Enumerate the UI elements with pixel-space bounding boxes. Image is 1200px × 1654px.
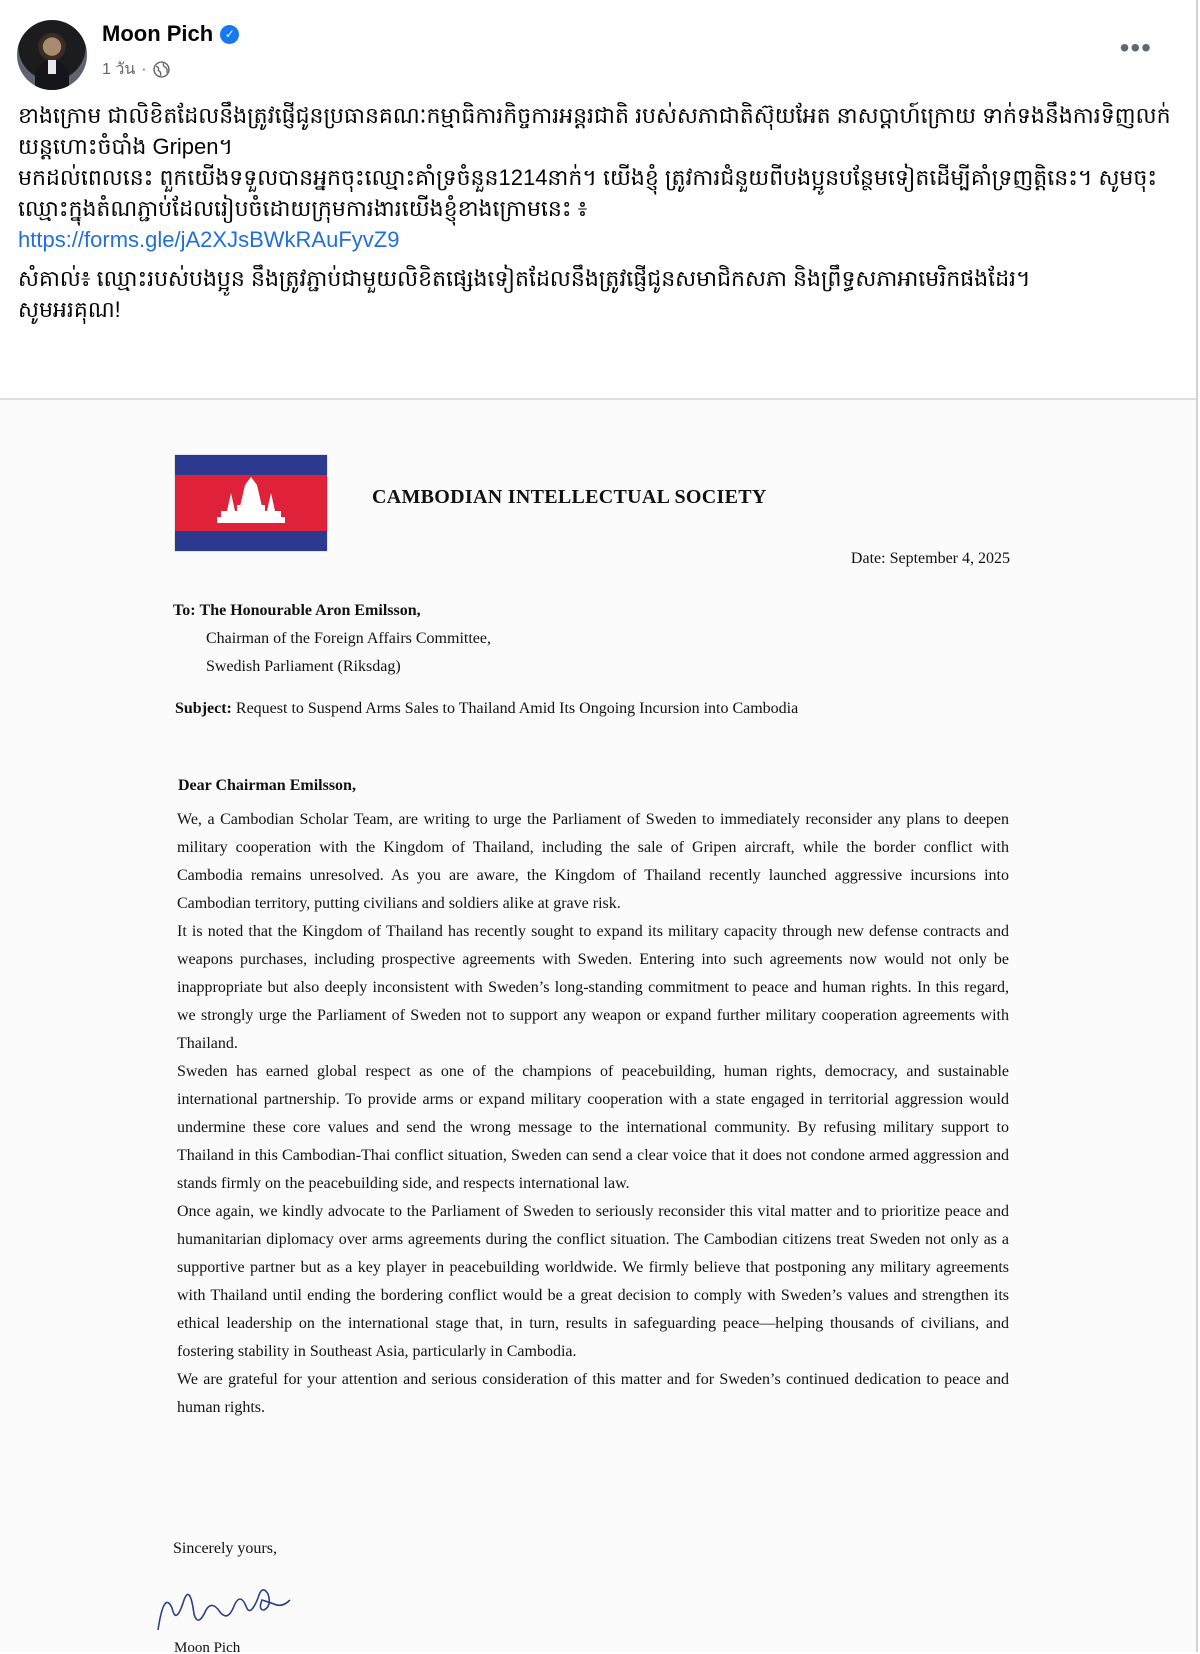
recipient-name: The Honourable Aron Emilsson, [199,602,421,619]
more-options-icon[interactable]: ••• [1119,32,1152,63]
meta-separator: · [141,60,147,78]
subject-line [175,700,798,718]
author-avatar[interactable] [17,20,87,90]
recipient-org: Swedish Parliament (Riksdag) [206,658,401,675]
subject-text: Request to Suspend Arms Sales to Thailand Amid Its Ongoing Incursion into Cambodia [235,700,799,717]
post-note: សំគាល់៖ ឈ្មោះរបស់បងប្អូន នឹងត្រូវភ្ជាប់ជាមួយលិខិតផ្សេងទៀតដែលនឹងត្រូវផ្ញើជូនសមាជិកសភា និងព្រឹទ្ធសភាអាមេរិកផងដែរ។ [18,266,1031,291]
letter-paragraph: We, a Cambodian Scholar Team, are writing to urge the Parliament of Sweden to immediately reconsider any plans to deepen military cooperation with the Kingdom of Thailand, including the sale of Gripen aircraft, while the border conflict with Cambodia remains unresolved. As you are aware, the Kingdom of Thailand recently launched aggressive incursions into Cambodian territory, putting civilians and soldiers alike at grave risk. [177,811,1009,912]
salutation: Dear Chairman Emilsson, [178,777,356,794]
recipient-block [173,597,491,681]
letter-date: Date: September 4, 2025 [850,550,1010,567]
to-label: To: [173,602,196,619]
post-header [0,0,1196,98]
recipient-title: Chairman of the Foreign Affairs Committee, [206,630,491,647]
post-paragraph-1: ខាងក្រោម ជាលិខិតដែលនឹងត្រូវផ្ញើជូនប្រធានគណៈកម្មាធិការកិច្ចការអន្តរជាតិ របស់សភាជាតិស៊ុយអែត នាសប្តាហ៍ក្រោយ ទាក់ទងនឹងការទិញលក់យន្តហោះចំបាំង Gripen។ [18,103,1171,159]
cambodia-flag [175,455,327,551]
closing: Sincerely yours, [173,1540,277,1557]
post-thanks: សូមអរគុណ! [18,297,121,322]
society-name: CAMBODIAN INTELLECTUAL SOCIETY [372,486,767,508]
post-paragraph-2: មកដល់ពេលនេះ ពួកយើងទទួលបានអ្នកចុះឈ្មោះគាំទ្រចំនួន1214នាក់។ យើងខ្ញុំ ត្រូវការជំនួយពីបងប្អូនបន្ថែមទៀតដើម្បីគាំទ្រញត្តិនេះ។ សូមចុះឈ្មោះក្នុងតំណភ្ជាប់ដែលរៀបចំដោយក្រុមការងារយើងខ្ញុំខាងក្រោមនេះ ៖ [18,165,1158,221]
letter-body [177,806,1009,1422]
author-row [102,21,239,47]
globe-icon[interactable] [153,61,170,78]
post-message [18,100,1178,325]
subject-label: Subject: [175,700,232,717]
author-name[interactable]: Moon Pich [102,21,214,46]
signature [150,1570,310,1640]
post-meta [102,57,170,82]
letter-paragraph: Once again, we kindly advocate to the Parliament of Sweden to seriously reconsider this vital matter and to prioritize peace and humanitarian diplomacy over arms agreements during the conflict situation. The Cambodian citizens treat Sweden not only as a supportive partner but as a key player in peacebuilding worldwide. We firmly believe that postponing any military agreements with Thailand until ending the bordering conflict would be a great decision to comply with Sweden’s values and strengthen its ethical leadership on the international stage that, in turn, results in safeguarding peace—helping thousands of civilians, and fostering stability in Southeast Asia, particularly in Cambodia. [177,1203,1009,1360]
signer-name: Moon Pich [174,1640,241,1652]
petition-link[interactable]: https://forms.gle/jA2XJsBWkRAuFyvZ9 [18,227,400,252]
letter-paragraph: It is noted that the Kingdom of Thailand has recently sought to expand its military capacity through new defense contracts and weapons purchases, including prospective agreements with Sweden. Entering into such agreements now would not only be inappropriate but also deeply inconsistent with Sweden’s long-standing commitment to peace and human rights. In this regard, we strongly urge the Parliament of Sweden not to support any weapon or expand further military cooperation agreements with Thailand. [177,923,1009,1052]
letter-image[interactable] [0,400,1196,1652]
letter-paragraph: Sweden has earned global respect as one of the champions of peacebuilding, human rights, democracy, and sustainable international partnership. To provide arms or expand military cooperation with a state engaged in territorial aggression would undermine these core values and send the wrong message to the international community. By refusing military support to Thailand in this Cambodian-Thai conflict situation, Sweden can send a clear voice that it does not condone armed aggression and stands firmly on the peacebuilding side, and respects international law. [177,1063,1009,1192]
letter-paragraph: We are grateful for your attention and serious consideration of this matter and for Sweden’s continued dedication to peace and human rights. [177,1371,1009,1416]
verified-badge-icon: ✓ [220,25,239,44]
post-time[interactable]: 1 วัน [102,61,136,78]
